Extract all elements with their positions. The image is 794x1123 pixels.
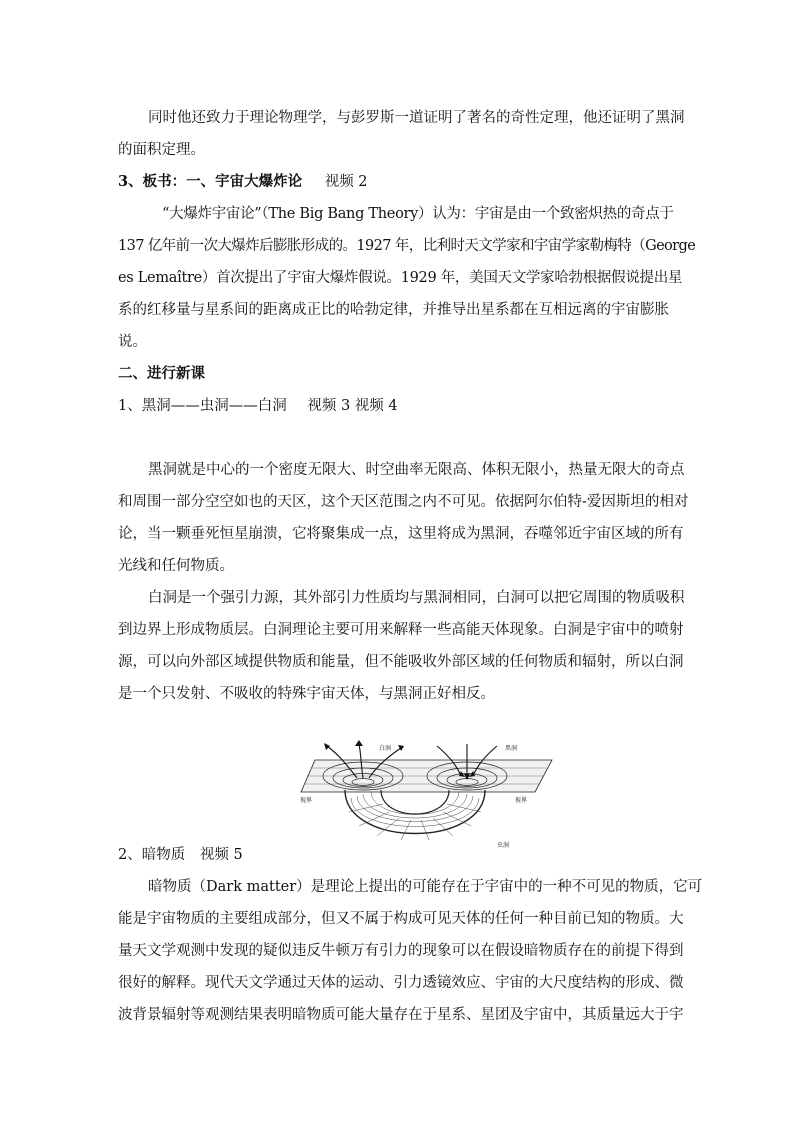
video-labels: 视频 3 视频 4 — [307, 398, 398, 414]
paragraph-line: 光线和任何物质。 — [118, 558, 234, 574]
right-space-label: 视界 — [515, 797, 528, 804]
paragraph-line: 黑洞就是中心的一个密度无限大、时空曲率无限高、体积无限小，热量无限大的奇点 — [148, 462, 685, 478]
paragraph-line: 系的红移量与星系间的距离成正比的哈勃定律，并推导出星系都在互相远离的宇宙膨胀 — [118, 302, 669, 318]
paragraph-line: 源，可以向外部区域提供物质和能量，但不能吸收外部区域的任何物质和辐射，所以白洞 — [118, 654, 684, 670]
paragraph-line: 很好的解释。现代天文学通过天体的运动、引力透镜效应、宇宙的大尺度结构的形成、微 — [118, 975, 684, 991]
paragraph-line: 能是宇宙物质的主要组成部分，但又不属于构成可见天体的任何一种目前已知的物质。大 — [118, 911, 684, 927]
paragraph-line: 的面积定理。 — [118, 142, 205, 158]
section-heading — [118, 172, 368, 192]
wormhole-diagram — [297, 740, 555, 850]
paragraph-line: 同时他还致力于理论物理学，与彭罗斯一道证明了著名的奇性定理，他还证明了黑洞 — [148, 110, 685, 126]
topic-title: 1、黑洞——虫洞——白洞 — [118, 398, 287, 414]
video-label: 视频 2 — [324, 174, 368, 190]
topic-heading — [118, 396, 398, 416]
section-heading: 二、进行新课 — [118, 365, 205, 382]
paragraph-line: “大爆炸宇宙论”（The Big Bang Theory）认为：宇宙是由一个致密炽热的奇点于 — [162, 206, 674, 222]
paragraph-line: 量天文学观测中发现的疑似违反牛顿万有引力的现象可以在假设暗物质存在的前提下得到 — [118, 943, 684, 959]
paragraph-line: 波背景辐射等观测结果表明暗物质可能大量存在于星系、星团及宇宙中，其质量远大于宇 — [118, 1007, 684, 1023]
paragraph-line: 到边界上形成物质层。白洞理论主要可用来解释一些高能天体现象。白洞是宇宙中的喷射 — [118, 622, 684, 638]
paragraph-line: 说。 — [118, 334, 147, 350]
topic-heading — [118, 845, 243, 865]
white-hole-label: 白洞 — [379, 745, 392, 752]
wormhole-label: 虫洞 — [497, 842, 510, 849]
paragraph-line: 137 亿年前一次大爆炸后膨胀形成的。1927 年，比利时天文学家和宇宙学家勒梅特（George — [118, 238, 696, 254]
black-hole-label: 黑洞 — [505, 745, 518, 752]
video-label: 视频 5 — [199, 847, 243, 863]
left-space-label: 视界 — [300, 797, 313, 804]
paragraph-line: 和周围一部分空空如也的天区，这个天区范围之内不可见。依据阿尔伯特-爱因斯坦的相对 — [118, 494, 689, 510]
paragraph-line: 是一个只发射、不吸收的特殊宇宙天体，与黑洞正好相反。 — [118, 686, 495, 702]
paragraph-line: 白洞是一个强引力源，其外部引力性质均与黑洞相同，白洞可以把它周围的物质吸积 — [148, 590, 685, 606]
paragraph-line: 论，当一颗垂死恒星崩溃，它将聚集成一点，这里将成为黑洞，吞噬邻近宇宙区域的所有 — [118, 526, 684, 542]
paragraph-line: 暗物质（Dark matter）是理论上提出的可能存在于宇宙中的一种不可见的物质，它可 — [148, 879, 703, 895]
paragraph-line: es Lemaître）首次提出了宇宙大爆炸假说。1929 年，美国天文学家哈勃根据假说提出星 — [118, 270, 683, 286]
topic-title: 2、暗物质 — [118, 847, 186, 863]
section-title: 3、板书：一、宇宙大爆炸论 — [118, 173, 303, 190]
